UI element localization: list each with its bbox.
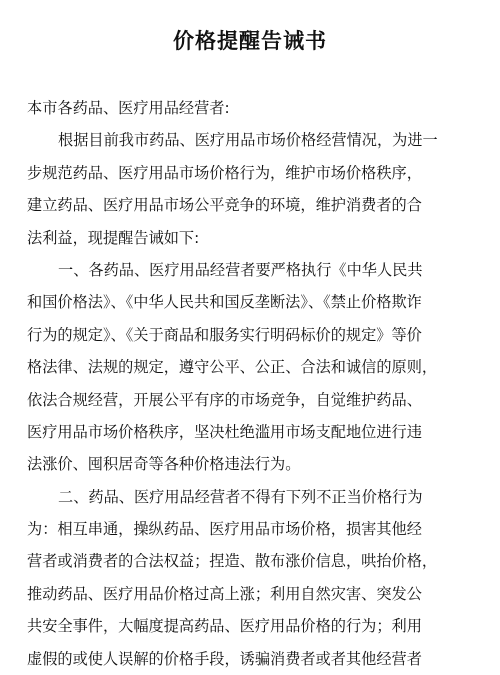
body-line: 和国价格法》、《中华人民共和国反垄断法》、《禁止价格欺诈 xyxy=(27,293,422,312)
body-line: 营者或消费者的合法权益；捏造、散布涨价信息，哄抬价格， xyxy=(27,552,438,571)
body-line: 医疗用品市场价格秩序，坚决杜绝滥用市场支配地位进行违 xyxy=(27,422,422,441)
body-line: 步规范药品、医疗用品市场价格行为，维护市场价格秩序， xyxy=(27,163,422,182)
body-line: 行为的规定》、《关于商品和服务实行明码标价的规定》等价 xyxy=(27,325,422,344)
body-line: 格法律、法规的规定，遵守公平、公正、合法和诚信的原则， xyxy=(27,358,438,377)
body-line: 二、药品、医疗用品经营者不得有下列不正当价格行为 xyxy=(58,487,423,506)
body-line: 依法合规经营，开展公平有序的市场竞争，自觉维护药品、 xyxy=(27,390,422,409)
body-line: 建立药品、医疗用品市场公平竞争的环境，维护消费者的合 xyxy=(27,196,422,215)
document-title: 价格提醒告诫书 xyxy=(173,28,327,53)
body-line: 一、各药品、医疗用品经营者要严格执行《中华人民共 xyxy=(58,260,423,279)
body-line: 推动药品、医疗用品价格过高上涨；利用自然灾害、突发公 xyxy=(27,584,422,603)
body-line: 根据目前我市药品、医疗用品市场价格经营情况，为进一 xyxy=(58,131,438,150)
body-line: 为：相互串通，操纵药品、医疗用品市场价格，损害其他经 xyxy=(27,520,422,539)
body-line: 本市各药品、医疗用品经营者: xyxy=(27,99,230,117)
body-line: 虚假的或使人误解的价格手段，诱骗消费者或者其他经营者 xyxy=(27,649,422,668)
document-body xyxy=(27,92,477,675)
body-line: 共安全事件，大幅度提高药品、医疗用品价格的行为；利用 xyxy=(27,617,422,636)
body-line: 法利益，现提醒告诫如下: xyxy=(27,228,200,247)
body-line: 法涨价、囤积居奇等各种价格违法行为。 xyxy=(27,455,301,474)
